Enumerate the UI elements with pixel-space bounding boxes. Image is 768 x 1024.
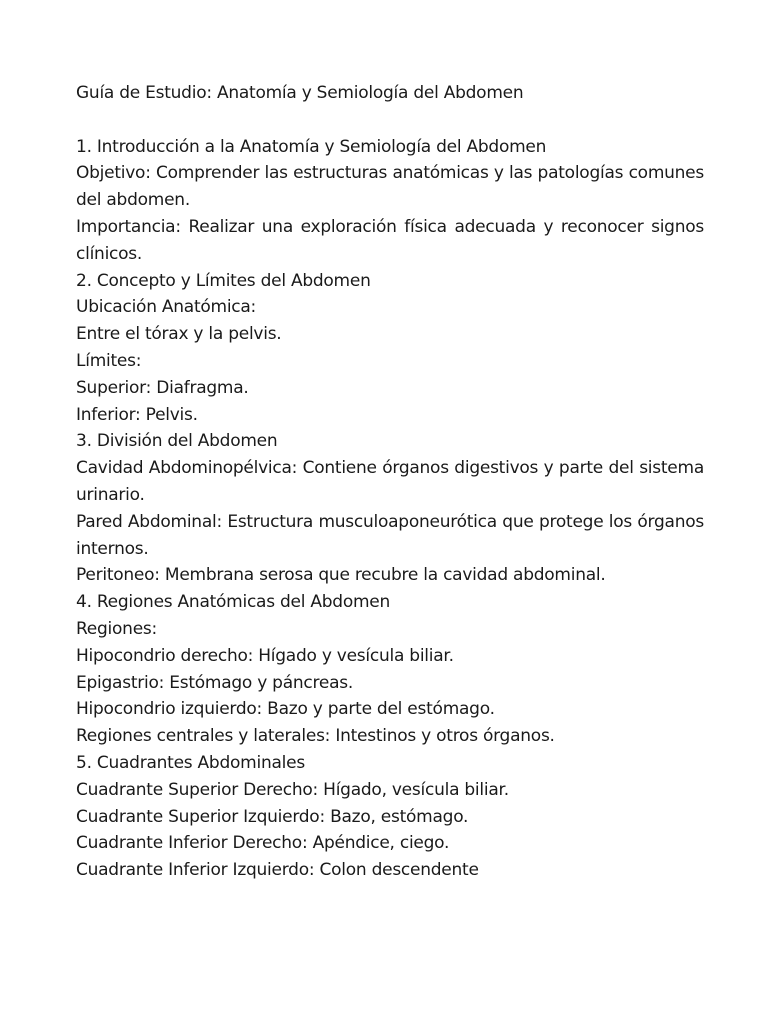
line-central-lateral-regions: Regiones centrales y laterales: Intestinos y otros órganos.	[76, 726, 555, 747]
paragraph-objective: Objetivo: Comprender las estructuras anatómicas y las patologías comunes del abdomen.	[76, 163, 704, 211]
line-right-upper-quadrant: Cuadrante Superior Derecho: Hígado, vesícula biliar.	[76, 779, 509, 800]
line-limit-superior: Superior: Diafragma.	[76, 377, 249, 398]
paragraph-abdominopelvic-cavity: Cavidad Abdominopélvica: Contiene órganos digestivos y parte del sistema urinario.	[76, 458, 704, 505]
line-left-hypochondrium: Hipocondrio izquierdo: Bazo y parte del estómago.	[76, 699, 495, 720]
paragraph-abdominal-wall: Pared Abdominal: Estructura musculoaponeurótica que protege los órganos internos.	[76, 511, 704, 559]
document-title: Guía de Estudio: Anatomía y Semiología del Abdomen	[76, 83, 524, 103]
document-page	[76, 80, 704, 884]
section-heading-5: 5. Cuadrantes Abdominales	[76, 752, 305, 773]
line-regions: Regiones:	[76, 618, 157, 639]
section-heading-2: 2. Concepto y Límites del Abdomen	[76, 270, 371, 291]
line-peritoneum: Peritoneo: Membrana serosa que recubre la cavidad abdominal.	[76, 565, 606, 586]
line-left-lower-quadrant: Cuadrante Inferior Izquierdo: Colon descendente	[76, 860, 479, 881]
document-body	[76, 134, 704, 884]
section-heading-3: 3. División del Abdomen	[76, 431, 278, 452]
line-right-lower-quadrant: Cuadrante Inferior Derecho: Apéndice, ciego.	[76, 833, 450, 854]
line-location-detail: Entre el tórax y la pelvis.	[76, 324, 282, 345]
line-limit-inferior: Inferior: Pelvis.	[76, 404, 198, 425]
line-anatomical-location: Ubicación Anatómica:	[76, 297, 257, 318]
line-right-hypochondrium: Hipocondrio derecho: Hígado y vesícula biliar.	[76, 645, 454, 666]
line-left-upper-quadrant: Cuadrante Superior Izquierdo: Bazo, estómago.	[76, 806, 469, 827]
line-epigastrium: Epigastrio: Estómago y páncreas.	[76, 672, 354, 693]
paragraph-importance: Importancia: Realizar una exploración física adecuada y reconocer signos clínicos.	[76, 216, 704, 264]
section-heading-4: 4. Regiones Anatómicas del Abdomen	[76, 592, 391, 613]
line-limits: Límites:	[76, 350, 142, 371]
section-heading-1: 1. Introducción a la Anatomía y Semiología del Abdomen	[76, 136, 547, 157]
